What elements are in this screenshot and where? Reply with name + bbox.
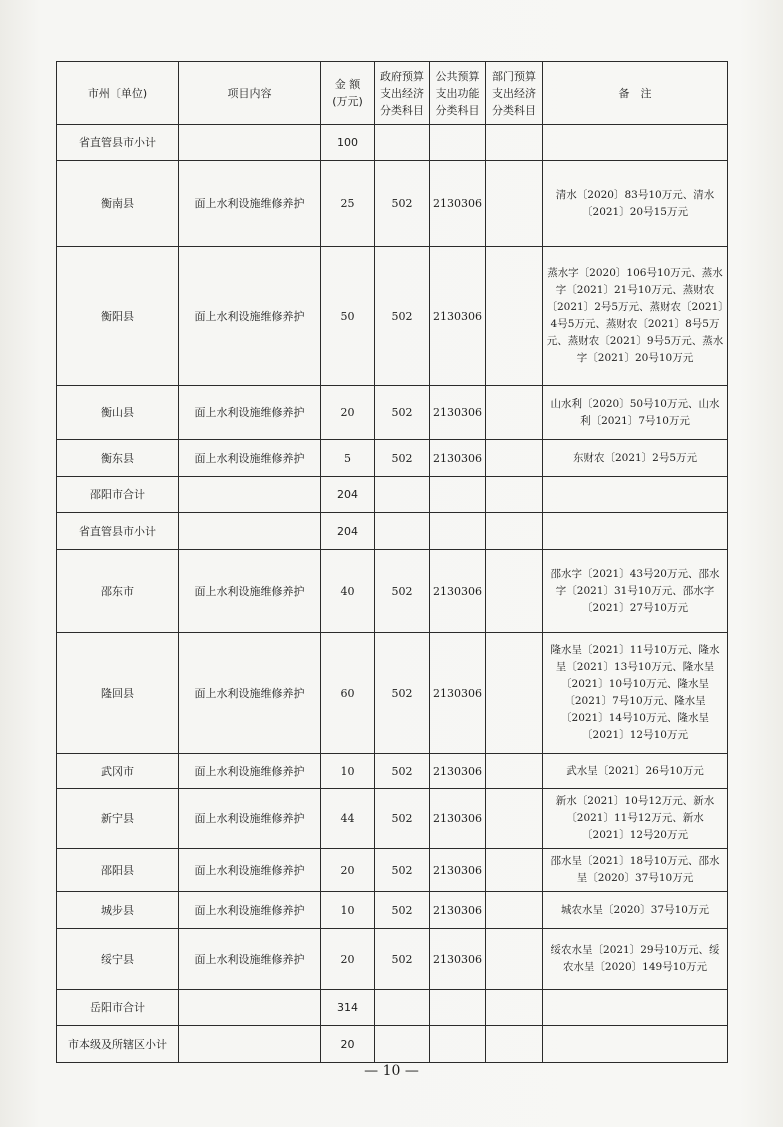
cell-dept-econ xyxy=(486,513,543,550)
cell-pub-func: 2130306 xyxy=(430,633,486,754)
table-row xyxy=(57,440,728,477)
cell-gov-econ: 502 xyxy=(375,161,430,247)
cell-remark: 清水〔2020〕83号10万元、清水〔2021〕20号15万元 xyxy=(543,161,728,247)
table-row xyxy=(57,754,728,789)
cell-gov-econ: 502 xyxy=(375,386,430,440)
cell-pub-func: 2130306 xyxy=(430,386,486,440)
cell-unit: 省直管县市小计 xyxy=(57,513,179,550)
cell-amount: 204 xyxy=(321,477,375,513)
cell-dept-econ xyxy=(486,440,543,477)
cell-unit: 邵阳市合计 xyxy=(57,477,179,513)
cell-unit: 衡山县 xyxy=(57,386,179,440)
table-row xyxy=(57,161,728,247)
cell-pub-func xyxy=(430,125,486,161)
cell-amount: 314 xyxy=(321,990,375,1026)
cell-unit: 绥宁县 xyxy=(57,929,179,990)
cell-remark xyxy=(543,990,728,1026)
cell-remark: 新水〔2021〕10号12万元、新水〔2021〕11号12万元、新水〔2021〕12号20万元 xyxy=(543,789,728,849)
header-content: 项目内容 xyxy=(179,62,321,125)
cell-unit: 岳阳市合计 xyxy=(57,990,179,1026)
cell-gov-econ: 502 xyxy=(375,633,430,754)
cell-content xyxy=(179,477,321,513)
cell-pub-func xyxy=(430,477,486,513)
cell-gov-econ xyxy=(375,513,430,550)
header-gov-econ: 政府预算 支出经济 分类科目 xyxy=(375,62,430,125)
cell-content xyxy=(179,990,321,1026)
cell-content: 面上水利设施维修养护 xyxy=(179,550,321,633)
header-unit: 市州〔单位) xyxy=(57,62,179,125)
table-body xyxy=(57,125,728,1063)
cell-unit: 新宁县 xyxy=(57,789,179,849)
cell-content: 面上水利设施维修养护 xyxy=(179,789,321,849)
budget-table xyxy=(56,61,728,1063)
cell-content: 面上水利设施维修养护 xyxy=(179,754,321,789)
summary-row xyxy=(57,477,728,513)
cell-content: 面上水利设施维修养护 xyxy=(179,247,321,386)
table-row xyxy=(57,633,728,754)
cell-gov-econ: 502 xyxy=(375,892,430,929)
cell-gov-econ: 502 xyxy=(375,247,430,386)
cell-amount: 20 xyxy=(321,849,375,892)
cell-gov-econ xyxy=(375,1026,430,1063)
cell-remark: 城农水呈〔2020〕37号10万元 xyxy=(543,892,728,929)
cell-gov-econ xyxy=(375,990,430,1026)
cell-gov-econ: 502 xyxy=(375,440,430,477)
page-number: — 10 — xyxy=(364,1063,419,1079)
cell-unit: 城步县 xyxy=(57,892,179,929)
cell-unit: 市本级及所辖区小计 xyxy=(57,1026,179,1063)
cell-remark xyxy=(543,513,728,550)
cell-remark: 山水利〔2020〕50号10万元、山水利〔2021〕7号10万元 xyxy=(543,386,728,440)
cell-content: 面上水利设施维修养护 xyxy=(179,929,321,990)
cell-pub-func: 2130306 xyxy=(430,247,486,386)
cell-remark: 绥农水呈〔2021〕29号10万元、绥农水呈〔2020〕149号10万元 xyxy=(543,929,728,990)
cell-remark: 邵水字〔2021〕43号20万元、邵水字〔2021〕31号10万元、邵水字〔2021〕27号10万元 xyxy=(543,550,728,633)
cell-amount: 60 xyxy=(321,633,375,754)
table-header-row xyxy=(57,62,728,125)
cell-content: 面上水利设施维修养护 xyxy=(179,892,321,929)
cell-dept-econ xyxy=(486,990,543,1026)
cell-content: 面上水利设施维修养护 xyxy=(179,386,321,440)
cell-pub-func: 2130306 xyxy=(430,789,486,849)
cell-amount: 10 xyxy=(321,892,375,929)
cell-gov-econ xyxy=(375,125,430,161)
cell-amount: 25 xyxy=(321,161,375,247)
cell-pub-func xyxy=(430,1026,486,1063)
table-row xyxy=(57,849,728,892)
cell-pub-func: 2130306 xyxy=(430,161,486,247)
cell-dept-econ xyxy=(486,633,543,754)
cell-unit: 邵阳县 xyxy=(57,849,179,892)
cell-remark: 邵水呈〔2021〕18号10万元、邵水呈〔2020〕37号10万元 xyxy=(543,849,728,892)
cell-pub-func: 2130306 xyxy=(430,550,486,633)
cell-dept-econ xyxy=(486,929,543,990)
cell-gov-econ: 502 xyxy=(375,550,430,633)
cell-pub-func: 2130306 xyxy=(430,892,486,929)
cell-dept-econ xyxy=(486,161,543,247)
cell-pub-func xyxy=(430,513,486,550)
cell-remark: 武水呈〔2021〕26号10万元 xyxy=(543,754,728,789)
cell-gov-econ: 502 xyxy=(375,849,430,892)
summary-row xyxy=(57,513,728,550)
table-row xyxy=(57,550,728,633)
cell-dept-econ xyxy=(486,477,543,513)
cell-amount: 44 xyxy=(321,789,375,849)
cell-amount: 20 xyxy=(321,386,375,440)
cell-content xyxy=(179,513,321,550)
cell-dept-econ xyxy=(486,247,543,386)
cell-gov-econ: 502 xyxy=(375,929,430,990)
cell-gov-econ: 502 xyxy=(375,754,430,789)
cell-unit: 衡阳县 xyxy=(57,247,179,386)
cell-amount: 20 xyxy=(321,1026,375,1063)
header-amount: 金 额 (万元) xyxy=(321,62,375,125)
cell-amount: 40 xyxy=(321,550,375,633)
cell-unit: 省直管县市小计 xyxy=(57,125,179,161)
cell-unit: 衡东县 xyxy=(57,440,179,477)
cell-unit: 武冈市 xyxy=(57,754,179,789)
cell-content xyxy=(179,1026,321,1063)
cell-remark xyxy=(543,477,728,513)
cell-dept-econ xyxy=(486,386,543,440)
table-row xyxy=(57,386,728,440)
header-remark: 备 注 xyxy=(543,62,728,125)
summary-row xyxy=(57,1026,728,1063)
cell-amount: 5 xyxy=(321,440,375,477)
cell-content: 面上水利设施维修养护 xyxy=(179,161,321,247)
cell-pub-func: 2130306 xyxy=(430,849,486,892)
summary-row xyxy=(57,990,728,1026)
cell-unit: 邵东市 xyxy=(57,550,179,633)
cell-dept-econ xyxy=(486,550,543,633)
cell-pub-func: 2130306 xyxy=(430,929,486,990)
cell-amount: 20 xyxy=(321,929,375,990)
cell-remark xyxy=(543,125,728,161)
cell-amount: 10 xyxy=(321,754,375,789)
header-pub-func: 公共预算 支出功能 分类科目 xyxy=(430,62,486,125)
cell-dept-econ xyxy=(486,892,543,929)
cell-content: 面上水利设施维修养护 xyxy=(179,633,321,754)
summary-row xyxy=(57,125,728,161)
cell-pub-func: 2130306 xyxy=(430,754,486,789)
cell-content xyxy=(179,125,321,161)
cell-gov-econ xyxy=(375,477,430,513)
table-row xyxy=(57,929,728,990)
cell-dept-econ xyxy=(486,849,543,892)
cell-dept-econ xyxy=(486,1026,543,1063)
cell-content: 面上水利设施维修养护 xyxy=(179,849,321,892)
cell-amount: 50 xyxy=(321,247,375,386)
cell-content: 面上水利设施维修养护 xyxy=(179,440,321,477)
cell-amount: 204 xyxy=(321,513,375,550)
header-dept-econ: 部门预算 支出经济 分类科目 xyxy=(486,62,543,125)
cell-unit: 衡南县 xyxy=(57,161,179,247)
table-row xyxy=(57,789,728,849)
cell-remark xyxy=(543,1026,728,1063)
cell-amount: 100 xyxy=(321,125,375,161)
cell-dept-econ xyxy=(486,125,543,161)
table-row xyxy=(57,247,728,386)
cell-dept-econ xyxy=(486,789,543,849)
cell-remark: 隆水呈〔2021〕11号10万元、隆水呈〔2021〕13号10万元、隆水呈〔2021〕10号10万元、隆水呈〔2021〕7号10万元、隆水呈〔2021〕14号10万元、隆水呈〔2021〕12号10万元 xyxy=(543,633,728,754)
cell-pub-func: 2130306 xyxy=(430,440,486,477)
cell-unit: 隆回县 xyxy=(57,633,179,754)
cell-remark: 蒸水字〔2020〕106号10万元、蒸水字〔2021〕21号10万元、蒸财农〔2021〕2号5万元、蒸财农〔2021〕4号5万元、蒸财农〔2021〕8号5万元、蒸财农〔2021〕9号5万元、蒸水字〔2021〕20号10万元 xyxy=(543,247,728,386)
cell-remark: 东财农〔2021〕2号5万元 xyxy=(543,440,728,477)
cell-pub-func xyxy=(430,990,486,1026)
cell-gov-econ: 502 xyxy=(375,789,430,849)
table-row xyxy=(57,892,728,929)
cell-dept-econ xyxy=(486,754,543,789)
